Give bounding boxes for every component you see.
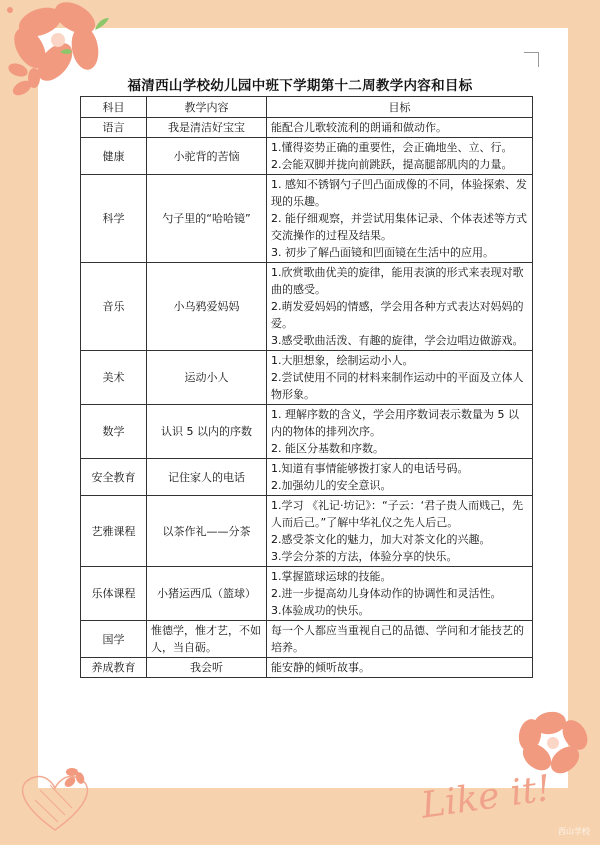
goal-cell [267, 118, 533, 138]
content-cell: 小驼背的苦恼 [147, 138, 267, 175]
goal-line: 1.知道有事情能够拨打家人的电话号码。 [271, 462, 469, 475]
content-cell: 我会听 [147, 658, 267, 678]
goal-line: 3. 初步了解凸面镜和凹面镜在生活中的应用。 [271, 246, 494, 259]
goal-cell [267, 621, 533, 658]
subject-cell: 健康 [81, 138, 147, 175]
subject-cell: 安全教育 [81, 459, 147, 496]
goal-cell [267, 658, 533, 678]
watermark: 西山学校 [558, 827, 590, 836]
goal-line: 1.掌握篮球运球的技能。 [271, 570, 392, 583]
goal-line: 2.会能双脚并拢向前跳跃，提高腿部肌肉的力量。 [271, 158, 513, 171]
content-cell: 运动小人 [147, 351, 267, 405]
goal-line: 1.懂得姿势正确的重要性，会正确地坐、立、行。 [271, 141, 513, 154]
table-row [81, 175, 533, 263]
goal-line: 2.感受茶文化的魅力，加大对茶文化的兴趣。 [271, 533, 491, 546]
goal-line: 3.学会分茶的方法，体验分享的快乐。 [271, 550, 458, 563]
content-cell: 小乌鸦爱妈妈 [147, 263, 267, 351]
goal-cell [267, 459, 533, 496]
subject-cell: 数学 [81, 405, 147, 459]
content-cell: 勺子里的“哈哈镜” [147, 175, 267, 263]
table-row [81, 459, 533, 496]
goal-line: 2.加强幼儿的安全意识。 [271, 479, 392, 492]
subject-cell: 音乐 [81, 263, 147, 351]
goal-cell [267, 405, 533, 459]
subject-cell: 科学 [81, 175, 147, 263]
goal-line: 2.进一步提高幼儿身体动作的协调性和灵活性。 [271, 587, 502, 600]
subject-cell: 乐体课程 [81, 567, 147, 621]
content-cell: 小猪运西瓜（篮球） [147, 567, 267, 621]
table-row [81, 118, 533, 138]
goal-line: 1.欣赏歌曲优美的旋律，能用表演的形式来表现对歌曲的感受。 [271, 266, 524, 296]
subject-cell: 美术 [81, 351, 147, 405]
table-row [81, 658, 533, 678]
goal-line: 1. 理解序数的含义，学会用序数词表示数量为 5 以内的物体的排列次序。 [271, 408, 519, 438]
goal-cell [267, 351, 533, 405]
subject-cell: 艺雅课程 [81, 496, 147, 567]
teaching-plan-table [80, 96, 533, 678]
content-cell: 以茶作礼——分茶 [147, 496, 267, 567]
content-cell: 惟德学，惟才艺，不如人，当自砺。 [147, 621, 267, 658]
goal-line: 能安静的倾听故事。 [271, 661, 370, 674]
goal-cell [267, 567, 533, 621]
header-goal: 目标 [267, 97, 533, 118]
content-cell: 认识 5 以内的序数 [147, 405, 267, 459]
goal-line: 2. 能仔细观察，并尝试用集体记录、个体表述等方式交流操作的过程及结果。 [271, 212, 527, 242]
goal-line: 2.萌发爱妈妈的情感，学会用各种方式表达对妈妈的爱。 [271, 300, 524, 330]
goal-line: 1.学习 《礼记·坊记》：“子云：‘君子贵人而贱己，先人而后己。”了解中华礼仪之先人后己。 [271, 499, 524, 529]
table-row [81, 405, 533, 459]
goal-line: 2.尝试使用不同的材料来制作运动中的平面及立体人物形象。 [271, 371, 524, 401]
table-header-row [81, 97, 533, 118]
crop-mark [524, 52, 539, 67]
subject-cell: 养成教育 [81, 658, 147, 678]
subject-cell: 国学 [81, 621, 147, 658]
goal-line: 1.大胆想象，绘制运动小人。 [271, 354, 414, 367]
table-row [81, 263, 533, 351]
page-title: 福清西山学校幼儿园中班下学期第十二周教学内容和目标 [127, 78, 473, 94]
header-content: 教学内容 [147, 97, 267, 118]
heart-decoration [10, 760, 100, 840]
table-row [81, 351, 533, 405]
table-row [81, 567, 533, 621]
goal-cell [267, 496, 533, 567]
goal-line: 1. 感知不锈钢勺子凹凸面成像的不同，体验探索、发现的乐趣。 [271, 178, 527, 208]
goal-line: 3.感受歌曲活泼、有趣的旋律，学会边唱边做游戏。 [271, 334, 524, 347]
subject-cell: 语言 [81, 118, 147, 138]
goal-line: 能配合儿歌较流利的朗诵和做动作。 [271, 121, 447, 134]
goal-line: 3.体验成功的快乐。 [271, 604, 370, 617]
goal-line: 每一个人都应当重视自己的品德、学问和才能技艺的培养。 [271, 624, 524, 654]
content-cell: 我是清洁好宝宝 [147, 118, 267, 138]
table-row [81, 138, 533, 175]
goal-line: 2. 能区分基数和序数。 [271, 442, 384, 455]
header-subject: 科目 [81, 97, 147, 118]
like-it-decoration [418, 766, 568, 840]
table-row [81, 496, 533, 567]
table-row [81, 621, 533, 658]
like-it-text: Like it! [418, 767, 554, 827]
content-cell: 记住家人的电话 [147, 459, 267, 496]
goal-cell [267, 263, 533, 351]
goal-cell [267, 138, 533, 175]
goal-cell [267, 175, 533, 263]
